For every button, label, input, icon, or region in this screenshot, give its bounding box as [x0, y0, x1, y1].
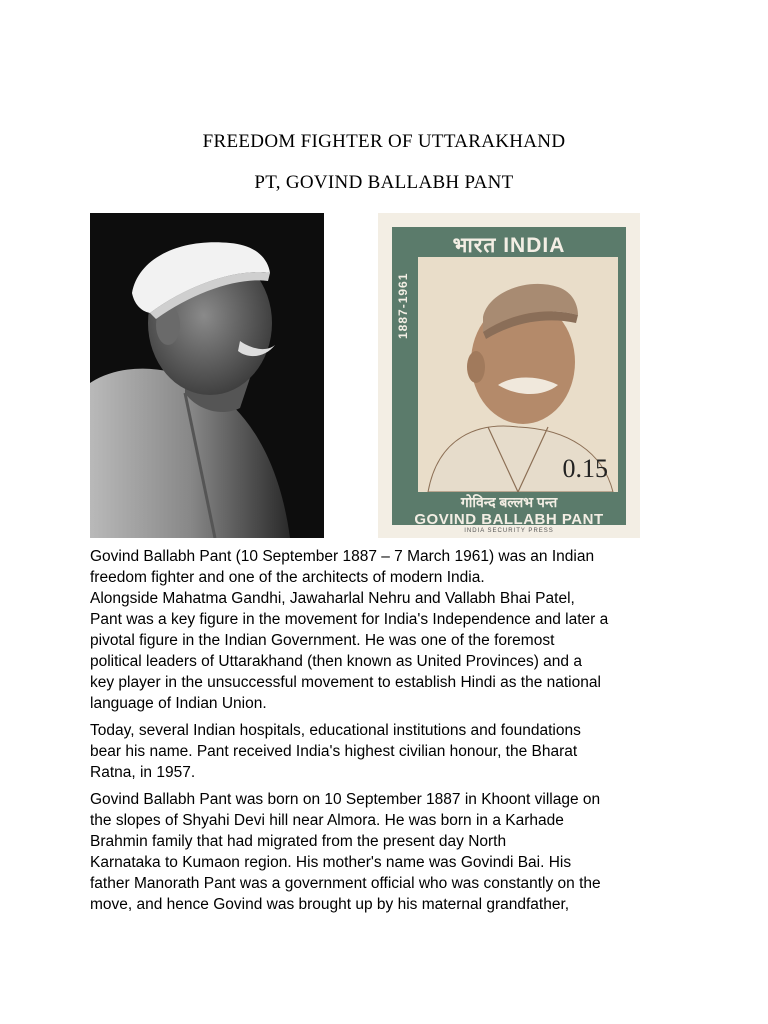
text-line: key player in the unsuccessful movement to establish Hindi as the national — [90, 674, 601, 691]
text-line: Karnataka to Kumaon region. His mother's name was Govindi Bai. His — [90, 854, 572, 871]
postage-stamp — [378, 213, 640, 538]
text-line: Govind Ballabh Pant was born on 10 September 1887 in Khoont village on — [90, 791, 601, 808]
body-text — [90, 546, 685, 921]
text-line: move, and hence Govind was brought up by his maternal grandfather, — [90, 896, 570, 913]
text-line: bear his name. Pant received India's highest civilian honour, the Bharat — [90, 743, 578, 760]
text-line: Pant was a key figure in the movement for India's Independence and later a — [90, 611, 609, 628]
text-line: Brahmin family that had migrated from the present day North — [90, 833, 507, 850]
text-line: language of Indian Union. — [90, 695, 267, 712]
stamp-frame — [392, 227, 626, 528]
text-line: freedom fighter and one of the architects of modern India. — [90, 569, 485, 586]
portrait-photo — [90, 213, 324, 538]
stamp-portrait — [418, 257, 618, 492]
stamp-name-hindi: गोविन्द बल्लभ पन्त — [460, 494, 558, 510]
text-line: father Manorath Pant was a government official who was constantly on the — [90, 875, 601, 892]
stamp-country-label: भारत INDIA — [452, 234, 566, 257]
paragraph-3 — [90, 789, 685, 915]
text-line: Today, several Indian hospitals, educational institutions and foundations — [90, 722, 581, 739]
text-line: Ratna, in 1957. — [90, 764, 196, 781]
text-line: Govind Ballabh Pant (10 September 1887 – 7 March 1961) was an Indian — [90, 548, 595, 565]
paragraph-2 — [90, 720, 685, 783]
text-line: pivotal figure in the Indian Government. He was one of the foremost — [90, 632, 555, 649]
stamp-years-label: 1887-1961 — [396, 272, 410, 340]
paragraph-1 — [90, 546, 685, 714]
stamp-press-label: INDIA SECURITY PRESS — [464, 528, 554, 534]
document-title-line1: FREEDOM FIGHTER OF UTTARAKHAND — [202, 131, 566, 152]
stamp-name-english: GOVIND BALLABH PANT — [414, 511, 604, 528]
text-line: the slopes of Shyahi Devi hill near Almora. He was born in a Karhade — [90, 812, 564, 829]
document-title-line2: PT, GOVIND BALLABH PANT — [254, 172, 514, 193]
text-line: political leaders of Uttarakhand (then known as United Provinces) and a — [90, 653, 582, 670]
text-line: Alongside Mahatma Gandhi, Jawaharlal Nehru and Vallabh Bhai Patel, — [90, 590, 575, 607]
stamp-denomination: 0.15 — [562, 454, 608, 483]
